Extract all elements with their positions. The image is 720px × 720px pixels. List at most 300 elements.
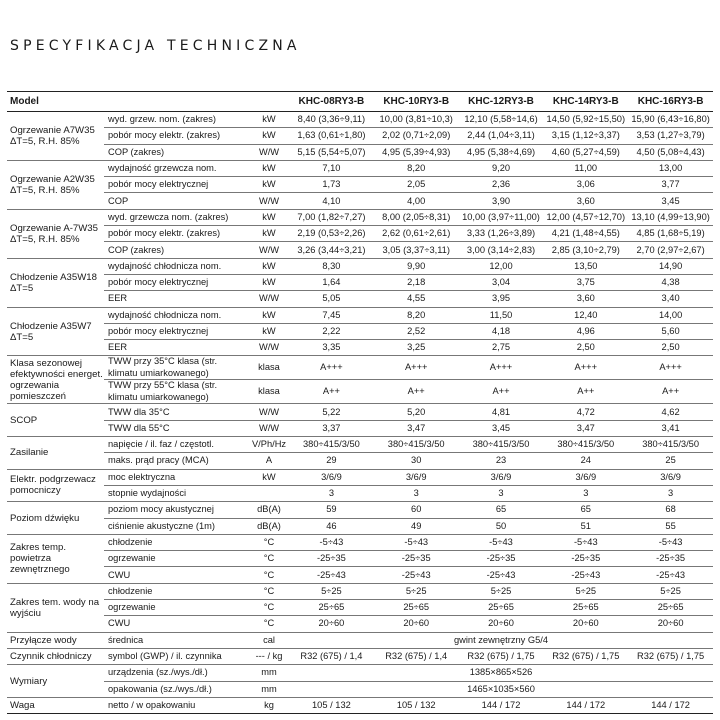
spec-body (7, 112, 713, 714)
value-cell: A+++ (543, 356, 628, 380)
parameter-label: wyd. grzew. nom. (zakres) (104, 112, 249, 128)
unit-cell: kg (249, 697, 289, 713)
unit-cell: kW (249, 307, 289, 323)
value-cell: 3/6/9 (628, 469, 713, 485)
parameter-label: maks. prąd pracy (MCA) (104, 453, 249, 469)
value-cell: 3,90 (459, 193, 544, 209)
value-cell: 2,18 (374, 274, 459, 290)
value-cell: 25 (628, 453, 713, 469)
value-cell: 1,64 (289, 274, 374, 290)
value-cell: 144 / 172 (543, 697, 628, 713)
value-cell: 23 (459, 453, 544, 469)
table-row (7, 648, 713, 664)
value-cell: 49 (374, 518, 459, 534)
table-row (7, 518, 713, 534)
value-cell: A++ (543, 380, 628, 404)
unit-cell: kW (249, 274, 289, 290)
table-row (7, 291, 713, 307)
value-cell: 2,22 (289, 323, 374, 339)
value-cell: 3,25 (374, 340, 459, 356)
table-row (7, 437, 713, 453)
value-cell: 20÷60 (543, 616, 628, 632)
value-cell: 3 (289, 485, 374, 501)
value-cell: 2,75 (459, 340, 544, 356)
value-cell: 2,44 (1,04÷3,11) (459, 128, 544, 144)
parameter-label: TWW przy 55°C klasa (str. klimatu umiarkowanego) (104, 380, 249, 404)
value-cell: 68 (628, 502, 713, 518)
group-label: Zakres tem. wody na wyjściu (7, 583, 104, 632)
value-cell: 4,62 (628, 404, 713, 420)
value-cell: 7,00 (1,82÷7,27) (289, 209, 374, 225)
parameter-label: wydajność chłodnicza nom. (104, 307, 249, 323)
parameter-label: urządzenia (sz./wys./dł.) (104, 665, 249, 681)
value-cell: 12,00 (4,57÷12,70) (543, 209, 628, 225)
value-cell: 144 / 172 (459, 697, 544, 713)
unit-cell: kW (249, 258, 289, 274)
unit-cell: --- / kg (249, 648, 289, 664)
value-cell: 2,52 (374, 323, 459, 339)
unit-cell: °C (249, 567, 289, 583)
table-row (7, 258, 713, 274)
unit-cell: kW (249, 160, 289, 176)
value-cell: 5,05 (289, 291, 374, 307)
value-cell: A++ (289, 380, 374, 404)
value-cell: 13,50 (543, 258, 628, 274)
value-cell: 380÷415/3/50 (543, 437, 628, 453)
unit-cell: kW (249, 323, 289, 339)
value-cell: 3,47 (543, 420, 628, 436)
table-row (7, 551, 713, 567)
value-cell: 14,50 (5,92÷15,50) (543, 112, 628, 128)
group-label: Elektr. podgrzewacz pomocniczy (7, 469, 104, 502)
value-cell: 2,50 (628, 340, 713, 356)
group-label: Chłodzenie A35W18 ΔT=5 (7, 258, 104, 307)
table-row (7, 323, 713, 339)
table-row (7, 632, 713, 648)
value-cell: 51 (543, 518, 628, 534)
value-cell: 4,10 (289, 193, 374, 209)
unit-cell: kW (249, 128, 289, 144)
value-cell: -25÷43 (628, 567, 713, 583)
value-cell: 8,20 (374, 160, 459, 176)
parameter-label: symbol (GWP) / il. czynnika (104, 648, 249, 664)
header-row (7, 92, 713, 112)
group-label: Ogrzewanie A7W35 ΔT=5, R.H. 85% (7, 112, 104, 161)
parameter-label: pobór mocy elektr. (zakres) (104, 226, 249, 242)
value-cell: -5÷43 (628, 534, 713, 550)
unit-cell: W/W (249, 291, 289, 307)
model-name: KHC-10RY3-B (374, 92, 459, 112)
value-cell: -25÷35 (543, 551, 628, 567)
value-cell: 4,00 (374, 193, 459, 209)
value-cell: 1,63 (0,61÷1,80) (289, 128, 374, 144)
value-cell: 13,00 (628, 160, 713, 176)
value-cell: 60 (374, 502, 459, 518)
table-row (7, 193, 713, 209)
value-cell: 2,19 (0,53÷2,26) (289, 226, 374, 242)
table-row (7, 160, 713, 176)
value-cell: 59 (289, 502, 374, 518)
parameter-label: COP (zakres) (104, 144, 249, 160)
unit-cell: klasa (249, 356, 289, 380)
value-cell: 4,85 (1,68÷5,19) (628, 226, 713, 242)
value-cell: 5,20 (374, 404, 459, 420)
value-cell: -25÷43 (543, 567, 628, 583)
merged-value-cell: 1385×865×526 (289, 665, 713, 681)
value-cell: 20÷60 (459, 616, 544, 632)
value-cell: 105 / 132 (374, 697, 459, 713)
value-cell: 9,20 (459, 160, 544, 176)
table-row (7, 128, 713, 144)
parameter-label: CWU (104, 616, 249, 632)
parameter-label: CWU (104, 567, 249, 583)
table-row (7, 144, 713, 160)
parameter-label: TWW dla 35°C (104, 404, 249, 420)
group-label: SCOP (7, 404, 104, 437)
value-cell: 3 (543, 485, 628, 501)
value-cell: 20÷60 (289, 616, 374, 632)
value-cell: 1,73 (289, 177, 374, 193)
merged-value-cell: 1465×1035×560 (289, 681, 713, 697)
unit-cell: W/W (249, 340, 289, 356)
value-cell: 25÷65 (374, 600, 459, 616)
value-cell: 380÷415/3/50 (374, 437, 459, 453)
value-cell: R32 (675) / 1,4 (289, 648, 374, 664)
value-cell: 5÷25 (374, 583, 459, 599)
value-cell: -25÷43 (459, 567, 544, 583)
value-cell: -25÷35 (628, 551, 713, 567)
value-cell: 4,55 (374, 291, 459, 307)
parameter-label: EER (104, 291, 249, 307)
parameter-label: moc elektryczna (104, 469, 249, 485)
value-cell: 3,53 (1,27÷3,79) (628, 128, 713, 144)
parameter-label: ogrzewanie (104, 600, 249, 616)
value-cell: A+++ (289, 356, 374, 380)
value-cell: 3,26 (3,44÷3,21) (289, 242, 374, 258)
value-cell: -25÷35 (459, 551, 544, 567)
value-cell: 3,95 (459, 291, 544, 307)
value-cell: -25÷35 (289, 551, 374, 567)
unit-cell: °C (249, 616, 289, 632)
value-cell: 4,95 (5,38÷4,69) (459, 144, 544, 160)
parameter-label: wyd. grzewcza nom. (zakres) (104, 209, 249, 225)
unit-cell: °C (249, 534, 289, 550)
value-cell: 14,90 (628, 258, 713, 274)
value-cell: 3,06 (543, 177, 628, 193)
value-cell: 25÷65 (459, 600, 544, 616)
value-cell: 5÷25 (543, 583, 628, 599)
value-cell: 3,05 (3,37÷3,11) (374, 242, 459, 258)
unit-cell: kW (249, 112, 289, 128)
parameter-label: TWW przy 35°C klasa (str. klimatu umiarkowanego) (104, 356, 249, 380)
table-row (7, 502, 713, 518)
page-title: SPECYFIKACJA TECHNICZNA (10, 38, 301, 54)
value-cell: -5÷43 (289, 534, 374, 550)
parameter-label: TWW dla 55°C (104, 420, 249, 436)
value-cell: 8,40 (3,36÷9,11) (289, 112, 374, 128)
unit-cell: V/Ph/Hz (249, 437, 289, 453)
group-label: Chłodzenie A35W7 ΔT=5 (7, 307, 104, 356)
unit-cell: A (249, 453, 289, 469)
unit-cell: W/W (249, 242, 289, 258)
value-cell: 2,02 (0,71÷2,09) (374, 128, 459, 144)
value-cell: -25÷35 (374, 551, 459, 567)
unit-cell: kW (249, 469, 289, 485)
parameter-label: pobór mocy elektrycznej (104, 323, 249, 339)
value-cell: 2,05 (374, 177, 459, 193)
value-cell: -5÷43 (459, 534, 544, 550)
table-row (7, 583, 713, 599)
value-cell: 8,00 (2,05÷8,31) (374, 209, 459, 225)
parameter-label: stopnie wydajności (104, 485, 249, 501)
unit-cell: kW (249, 177, 289, 193)
table-row (7, 340, 713, 356)
unit-cell: mm (249, 681, 289, 697)
table-row (7, 616, 713, 632)
value-cell: 2,70 (2,97÷2,67) (628, 242, 713, 258)
table-row (7, 226, 713, 242)
value-cell: 10,00 (3,81÷10,3) (374, 112, 459, 128)
value-cell: 5,60 (628, 323, 713, 339)
value-cell: -5÷43 (374, 534, 459, 550)
table-row (7, 697, 713, 713)
value-cell: 7,45 (289, 307, 374, 323)
value-cell: 65 (543, 502, 628, 518)
value-cell: 2,50 (543, 340, 628, 356)
parameter-label: pobór mocy elektr. (zakres) (104, 128, 249, 144)
value-cell: 11,00 (543, 160, 628, 176)
value-cell: R32 (675) / 1,75 (543, 648, 628, 664)
value-cell: 14,00 (628, 307, 713, 323)
value-cell: 380÷415/3/50 (459, 437, 544, 453)
value-cell: 105 / 132 (289, 697, 374, 713)
group-label: Waga (7, 697, 104, 713)
value-cell: 4,50 (5,08÷4,43) (628, 144, 713, 160)
value-cell: 15,90 (6,43÷16,80) (628, 112, 713, 128)
model-label: Model (7, 92, 289, 112)
model-name: KHC-08RY3-B (289, 92, 374, 112)
value-cell: 4,96 (543, 323, 628, 339)
value-cell: 3,33 (1,26÷3,89) (459, 226, 544, 242)
value-cell: 8,30 (289, 258, 374, 274)
value-cell: 3,47 (374, 420, 459, 436)
value-cell: R32 (675) / 1,75 (459, 648, 544, 664)
parameter-label: netto / w opakowaniu (104, 697, 249, 713)
value-cell: 3,00 (3,14÷2,83) (459, 242, 544, 258)
unit-cell: dB(A) (249, 518, 289, 534)
group-label: Wymiary (7, 665, 104, 698)
table-row (7, 453, 713, 469)
value-cell: 3 (459, 485, 544, 501)
model-name: KHC-12RY3-B (459, 92, 544, 112)
value-cell: 3,60 (543, 193, 628, 209)
value-cell: 380÷415/3/50 (289, 437, 374, 453)
value-cell: 5÷25 (289, 583, 374, 599)
value-cell: 25÷65 (543, 600, 628, 616)
value-cell: 5,22 (289, 404, 374, 420)
parameter-label: poziom mocy akustycznej (104, 502, 249, 518)
unit-cell: °C (249, 551, 289, 567)
table-row (7, 356, 713, 380)
unit-cell (249, 485, 289, 501)
value-cell: A+++ (628, 356, 713, 380)
table-row (7, 177, 713, 193)
parameter-label: napięcie / il. faz / częstotl. (104, 437, 249, 453)
value-cell: 25÷65 (289, 600, 374, 616)
group-label: Klasa sezonowej efektywności energet. ogrzewania pomieszczeń (7, 356, 104, 404)
value-cell: 20÷60 (374, 616, 459, 632)
unit-cell: klasa (249, 380, 289, 404)
value-cell: 3/6/9 (289, 469, 374, 485)
table-row (7, 307, 713, 323)
value-cell: A++ (374, 380, 459, 404)
parameter-label: średnica (104, 632, 249, 648)
parameter-label: wydajność chłodnicza nom. (104, 258, 249, 274)
table-row (7, 600, 713, 616)
table-row (7, 112, 713, 128)
parameter-label: chłodzenie (104, 534, 249, 550)
value-cell: 3,35 (289, 340, 374, 356)
group-label: Poziom dźwięku (7, 502, 104, 535)
group-label: Ogrzewanie A2W35 ΔT=5, R.H. 85% (7, 160, 104, 209)
parameter-label: EER (104, 340, 249, 356)
table-row (7, 420, 713, 436)
merged-value-cell: gwint zewnętrzny G5/4 (289, 632, 713, 648)
group-label: Ogrzewanie A-7W35 ΔT=5, R.H. 85% (7, 209, 104, 258)
value-cell: 4,18 (459, 323, 544, 339)
value-cell: 3,45 (628, 193, 713, 209)
unit-cell: W/W (249, 404, 289, 420)
parameter-label: opakowania (sz./wys./dł.) (104, 681, 249, 697)
value-cell: 4,72 (543, 404, 628, 420)
value-cell: R32 (675) / 1,4 (374, 648, 459, 664)
table-row (7, 665, 713, 681)
group-label: Czynnik chłodniczy (7, 648, 104, 664)
value-cell: 3 (374, 485, 459, 501)
parameter-label: pobór mocy elektrycznej (104, 177, 249, 193)
value-cell: 25÷65 (628, 600, 713, 616)
value-cell: 55 (628, 518, 713, 534)
value-cell: 3,45 (459, 420, 544, 436)
table-row (7, 242, 713, 258)
value-cell: 3,41 (628, 420, 713, 436)
table-row (7, 485, 713, 501)
value-cell: 380÷415/3/50 (628, 437, 713, 453)
value-cell: 24 (543, 453, 628, 469)
table-row (7, 469, 713, 485)
value-cell: 12,10 (5,58÷14,6) (459, 112, 544, 128)
value-cell: -5÷43 (543, 534, 628, 550)
unit-cell: mm (249, 665, 289, 681)
parameter-label: ogrzewanie (104, 551, 249, 567)
value-cell: 4,95 (5,39÷4,93) (374, 144, 459, 160)
table-row (7, 380, 713, 404)
value-cell: 2,36 (459, 177, 544, 193)
value-cell: 65 (459, 502, 544, 518)
group-label: Przyłącze wody (7, 632, 104, 648)
model-name: KHC-14RY3-B (543, 92, 628, 112)
value-cell: A++ (628, 380, 713, 404)
value-cell: 11,50 (459, 307, 544, 323)
value-cell: 30 (374, 453, 459, 469)
value-cell: 10,00 (3,97÷11,00) (459, 209, 544, 225)
value-cell: -25÷43 (289, 567, 374, 583)
value-cell: A+++ (374, 356, 459, 380)
parameter-label: wydajność grzewcza nom. (104, 160, 249, 176)
value-cell: -25÷43 (374, 567, 459, 583)
parameter-label: COP (104, 193, 249, 209)
value-cell: 5÷25 (459, 583, 544, 599)
unit-cell: W/W (249, 420, 289, 436)
spec-table (7, 91, 713, 714)
table-row (7, 681, 713, 697)
parameter-label: pobór mocy elektrycznej (104, 274, 249, 290)
value-cell: 3,77 (628, 177, 713, 193)
value-cell: 3/6/9 (459, 469, 544, 485)
unit-cell: W/W (249, 193, 289, 209)
value-cell: 5,15 (5,54÷5,07) (289, 144, 374, 160)
value-cell: 4,38 (628, 274, 713, 290)
value-cell: 46 (289, 518, 374, 534)
value-cell: 12,40 (543, 307, 628, 323)
value-cell: 7,10 (289, 160, 374, 176)
value-cell: 50 (459, 518, 544, 534)
value-cell: 2,62 (0,61÷2,61) (374, 226, 459, 242)
value-cell: 3,40 (628, 291, 713, 307)
model-name: KHC-16RY3-B (628, 92, 713, 112)
value-cell: 3/6/9 (374, 469, 459, 485)
value-cell: 4,81 (459, 404, 544, 420)
table-row (7, 404, 713, 420)
parameter-label: COP (zakres) (104, 242, 249, 258)
unit-cell: dB(A) (249, 502, 289, 518)
value-cell: 29 (289, 453, 374, 469)
value-cell: 3,15 (1,12÷3,37) (543, 128, 628, 144)
value-cell: 12,00 (459, 258, 544, 274)
value-cell: 8,20 (374, 307, 459, 323)
value-cell: 144 / 172 (628, 697, 713, 713)
unit-cell: kW (249, 209, 289, 225)
group-label: Zakres temp. powietrza zewnętrznego (7, 534, 104, 583)
value-cell: 4,21 (1,48÷4,55) (543, 226, 628, 242)
unit-cell: W/W (249, 144, 289, 160)
parameter-label: chłodzenie (104, 583, 249, 599)
value-cell: 2,85 (3,10÷2,79) (543, 242, 628, 258)
unit-cell: cal (249, 632, 289, 648)
value-cell: R32 (675) / 1,75 (628, 648, 713, 664)
group-label: Zasilanie (7, 437, 104, 470)
value-cell: A++ (459, 380, 544, 404)
value-cell: 4,60 (5,27÷4,59) (543, 144, 628, 160)
parameter-label: ciśnienie akustyczne (1m) (104, 518, 249, 534)
unit-cell: °C (249, 583, 289, 599)
value-cell: 20÷60 (628, 616, 713, 632)
unit-cell: kW (249, 226, 289, 242)
unit-cell: °C (249, 600, 289, 616)
table-row (7, 534, 713, 550)
value-cell: 3/6/9 (543, 469, 628, 485)
table-row (7, 567, 713, 583)
value-cell: 5÷25 (628, 583, 713, 599)
table-row (7, 209, 713, 225)
value-cell: 13,10 (4,99÷13,90) (628, 209, 713, 225)
value-cell: 3,04 (459, 274, 544, 290)
value-cell: 3 (628, 485, 713, 501)
value-cell: 3,60 (543, 291, 628, 307)
value-cell: 9,90 (374, 258, 459, 274)
table-row (7, 274, 713, 290)
value-cell: A+++ (459, 356, 544, 380)
